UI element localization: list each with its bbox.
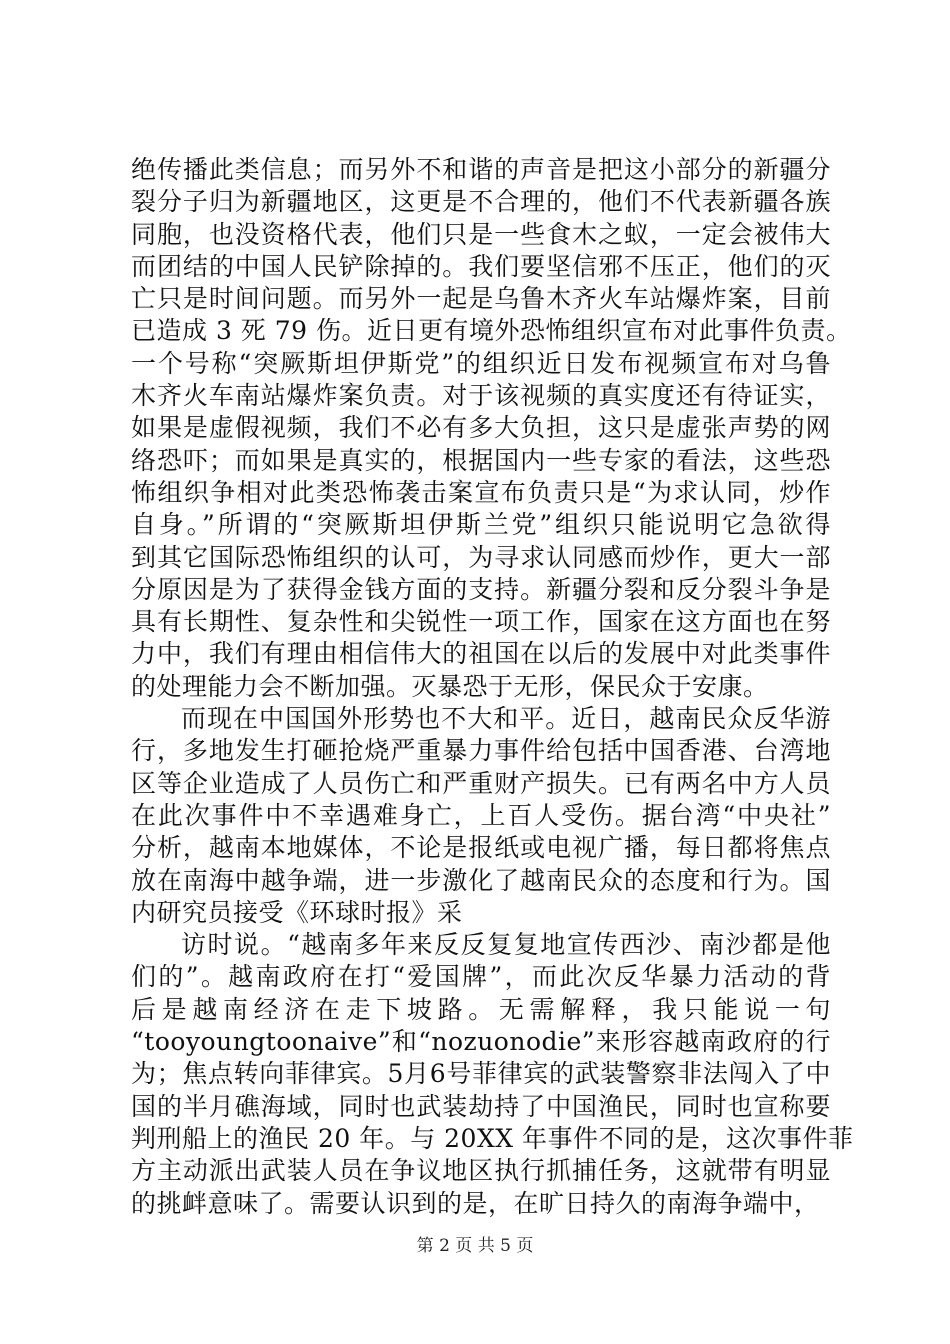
text-line: 力中，我们有理由相信伟大的祖国在以后的发展中对此类事件 (131, 639, 831, 669)
text-line: 分原因是为了获得金钱方面的支持。新疆分裂和反分裂斗争是 (131, 574, 831, 604)
document-body (131, 154, 854, 1220)
text-line: 亡只是时间问题。而另外一起是乌鲁木齐火车站爆炸案，目前 (131, 284, 831, 314)
text-line: 们的”。越南政府在打“爱国牌”，而此次反华暴力活动的背 (131, 962, 831, 992)
text-line: 已造成 3 死 79 伤。近日更有境外恐怖组织宣布对此事件负责。 (131, 316, 852, 346)
text-line: 放在南海中越争端，进一步激化了越南民众的态度和行为。国 (131, 865, 831, 895)
text-line: 裂分子归为新疆地区，这更是不合理的，他们不代表新疆各族 (131, 187, 831, 217)
text-line: 的处理能力会不断加强。灭暴恐于无形，保民众于安康。 (131, 671, 769, 701)
text-line: 方主动派出武装人员在争议地区执行抓捕任务，这就带有明显 (131, 1156, 831, 1186)
text-line: 络恐吓；而如果是真实的，根据国内一些专家的看法，这些恐 (131, 445, 831, 475)
text-line: 怖组织争相对此类恐怖袭击案宣布负责只是“为求认同，炒作 (131, 477, 831, 507)
text-line: 如果是虚假视频，我们不必有多大负担，这只是虚张声势的网 (131, 413, 831, 443)
text-line: 在此次事件中不幸遇难身亡，上百人受伤。据台湾“中央社” (131, 800, 831, 830)
text-line: 绝传播此类信息；而另外不和谐的声音是把这小部分的新疆分 (131, 155, 831, 184)
text-line: 而团结的中国人民铲除掉的。我们要坚信邪不压正，他们的灭 (131, 251, 831, 281)
text-line: 判刑船上的渔民 20 年。与 20XX 年事件不同的是，这次事件菲 (131, 1123, 854, 1153)
text-line: 内研究员接受《环球时报》采 (131, 897, 463, 927)
text-line: 自身。”所谓的“突厥斯坦伊斯兰党”组织只能说明它急欲得 (131, 510, 831, 540)
text-line: 而现在中国国外形势也不大和平。近日，越南民众反华游 (181, 704, 831, 734)
text-line: 为；焦点转向菲律宾。5月6号菲律宾的武装警察非法闯入了中 (131, 1059, 831, 1089)
text-line: 国的半月礁海域，同时也武装劫持了中国渔民，同时也宣称要 (131, 1091, 831, 1121)
text-line: 木齐火车南站爆炸案负责。对于该视频的真实度还有待证实， (131, 381, 831, 411)
text-line: 的挑衅意味了。需要认识到的是，在旷日持久的南海争端中， (131, 1188, 820, 1218)
text-line: 行，多地发生打砸抢烧严重暴力事件给包括中国香港、台湾地 (131, 736, 831, 766)
text-line: “tooyoungtoonaive”和“nozuonodie”来形容越南政府的行 (131, 1027, 831, 1057)
text-line: 访时说。“越南多年来反反复复地宣传西沙、南沙都是他 (181, 930, 831, 960)
page-number-footer: 第 2 页 共 5 页 (416, 1236, 534, 1256)
text-line: 区等企业造成了人员伤亡和严重财产损失。已有两名中方人员 (131, 768, 831, 798)
text-line: 到其它国际恐怖组织的认可，为寻求认同感而炒作，更大一部 (131, 542, 831, 572)
text-line: 分析，越南本地媒体，不论是报纸或电视广播，每日都将焦点 (131, 833, 831, 863)
text-line: 一个号称“突厥斯坦伊斯党”的组织近日发布视频宣布对乌鲁 (131, 348, 831, 378)
text-line: 同胞，也没资格代表，他们只是一些食木之蚁，一定会被伟大 (131, 219, 831, 249)
text-line: 具有长期性、复杂性和尖锐性一项工作，国家在这方面也在努 (131, 607, 831, 637)
text-line: 后是越南经济在走下坡路。无需解释，我只能说一句 (131, 994, 831, 1024)
